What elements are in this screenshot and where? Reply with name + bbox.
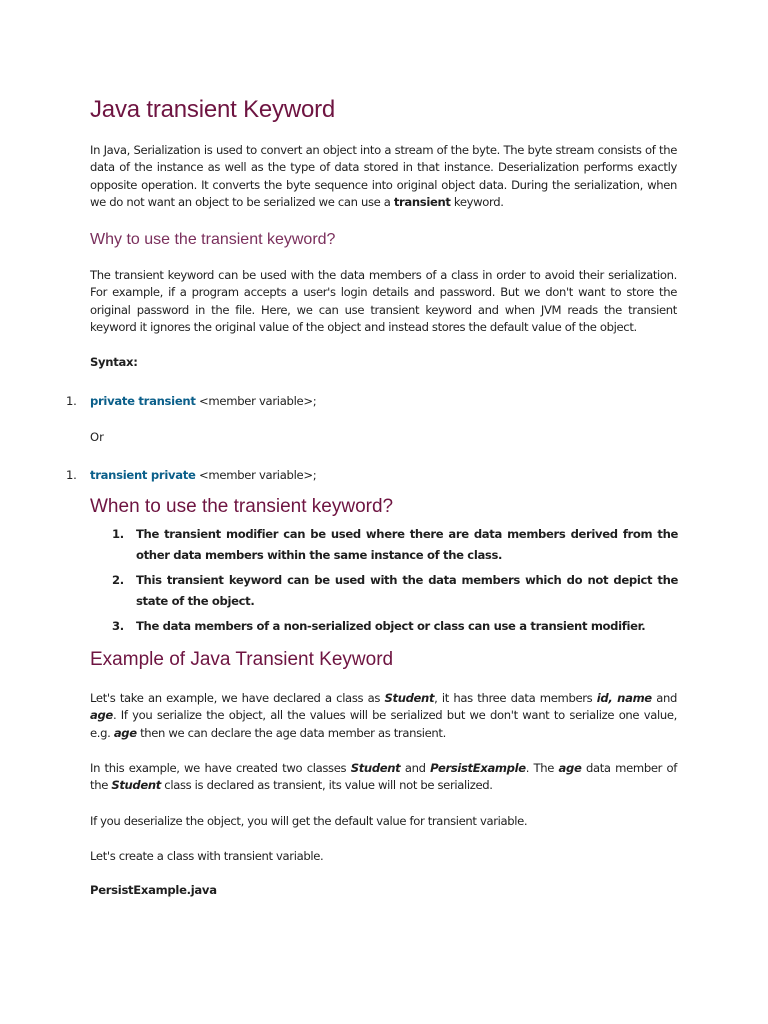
- text: data member of the: [90, 761, 677, 793]
- list-item: [112, 616, 678, 637]
- intro-text: In Java, Serialization is used to convert an object into a stream of the byte. The byte stream consists of the data of the instance as well as the type of data stored in that instance. Deserialization performs exactly opposite operation. It converts the byte sequence into original object data. During the serialization, when we do not want an object to be serialized we can use a: [90, 143, 677, 210]
- why-paragraph: The transient keyword can be used with the data members of a class in order to avoid their serialization. For example, if a program accepts a user's login details and password. But we don't want to store the original password in the file. Here, we can use transient keyword and when JVM reads the transient keyword it ignores the original value of the object and instead stores the default value of the object.: [90, 268, 677, 335]
- line-number: 1.: [66, 468, 77, 482]
- class-name: Student: [384, 691, 435, 705]
- text: Let's take an example, we have declared a class as: [90, 691, 385, 705]
- text: , it has three data members: [434, 691, 597, 705]
- member-names: id, name: [596, 691, 652, 705]
- list-number: 3.: [112, 619, 124, 633]
- example-paragraph-3: If you deserialize the object, you will get the default value for transient variable.: [90, 814, 528, 828]
- list-item-text: The transient modifier can be used where there are data members derived from the other data members within the same instance of the class.: [136, 527, 678, 562]
- syntax-line-2: [66, 468, 316, 482]
- intro-paragraph: [90, 142, 677, 212]
- when-heading: When to use the transient keyword?: [90, 496, 394, 517]
- code-keyword: private transient: [90, 394, 196, 408]
- text: and: [651, 691, 678, 705]
- class-name: PersistExample: [430, 761, 526, 775]
- list-item-text: This transient keyword can be used with the data members which do not depict the state of the object.: [136, 573, 678, 608]
- syntax-line-1: [66, 394, 316, 408]
- member-name: age: [558, 761, 582, 775]
- class-name: Student: [350, 761, 401, 775]
- list-item: [112, 570, 678, 612]
- why-heading: Why to use the transient keyword?: [90, 231, 336, 248]
- file-name-label: PersistExample.java: [90, 883, 217, 897]
- line-number: 1.: [66, 394, 77, 408]
- text: class is declared as transient, its value will not be serialized.: [160, 778, 493, 793]
- member-name: age: [113, 725, 137, 740]
- class-name: Student: [111, 778, 161, 793]
- text: . The: [525, 761, 559, 775]
- text: . If you serialize the object, all the values will be serialized but we don't want to serialize one value, e.g.: [90, 708, 677, 740]
- list-item-text: The data members of a non-serialized object or class can use a transient modifier.: [136, 619, 646, 633]
- list-item: [112, 524, 678, 566]
- syntax-label: Syntax:: [90, 355, 138, 369]
- example-paragraph-1: [90, 690, 677, 742]
- intro-bold-term: transient: [393, 195, 451, 210]
- code-text: <member variable>;: [195, 394, 317, 408]
- when-list: [112, 524, 678, 641]
- code-keyword: transient private: [90, 468, 196, 482]
- text: In this example, we have created two classes: [90, 761, 351, 775]
- list-number: 2.: [112, 573, 124, 587]
- example-paragraph-2: [90, 760, 677, 795]
- syntax-or: Or: [90, 430, 104, 444]
- member-name: age: [90, 708, 113, 723]
- text: and: [400, 761, 431, 775]
- example-heading: Example of Java Transient Keyword: [90, 649, 394, 670]
- list-number: 1.: [112, 527, 124, 541]
- intro-text-end: keyword.: [450, 195, 504, 210]
- example-paragraph-4: Let's create a class with transient variable.: [90, 849, 324, 863]
- page-title: Java transient Keyword: [90, 96, 336, 123]
- code-text: <member variable>;: [195, 468, 317, 482]
- text: then we can declare the age data member as transient.: [136, 725, 446, 740]
